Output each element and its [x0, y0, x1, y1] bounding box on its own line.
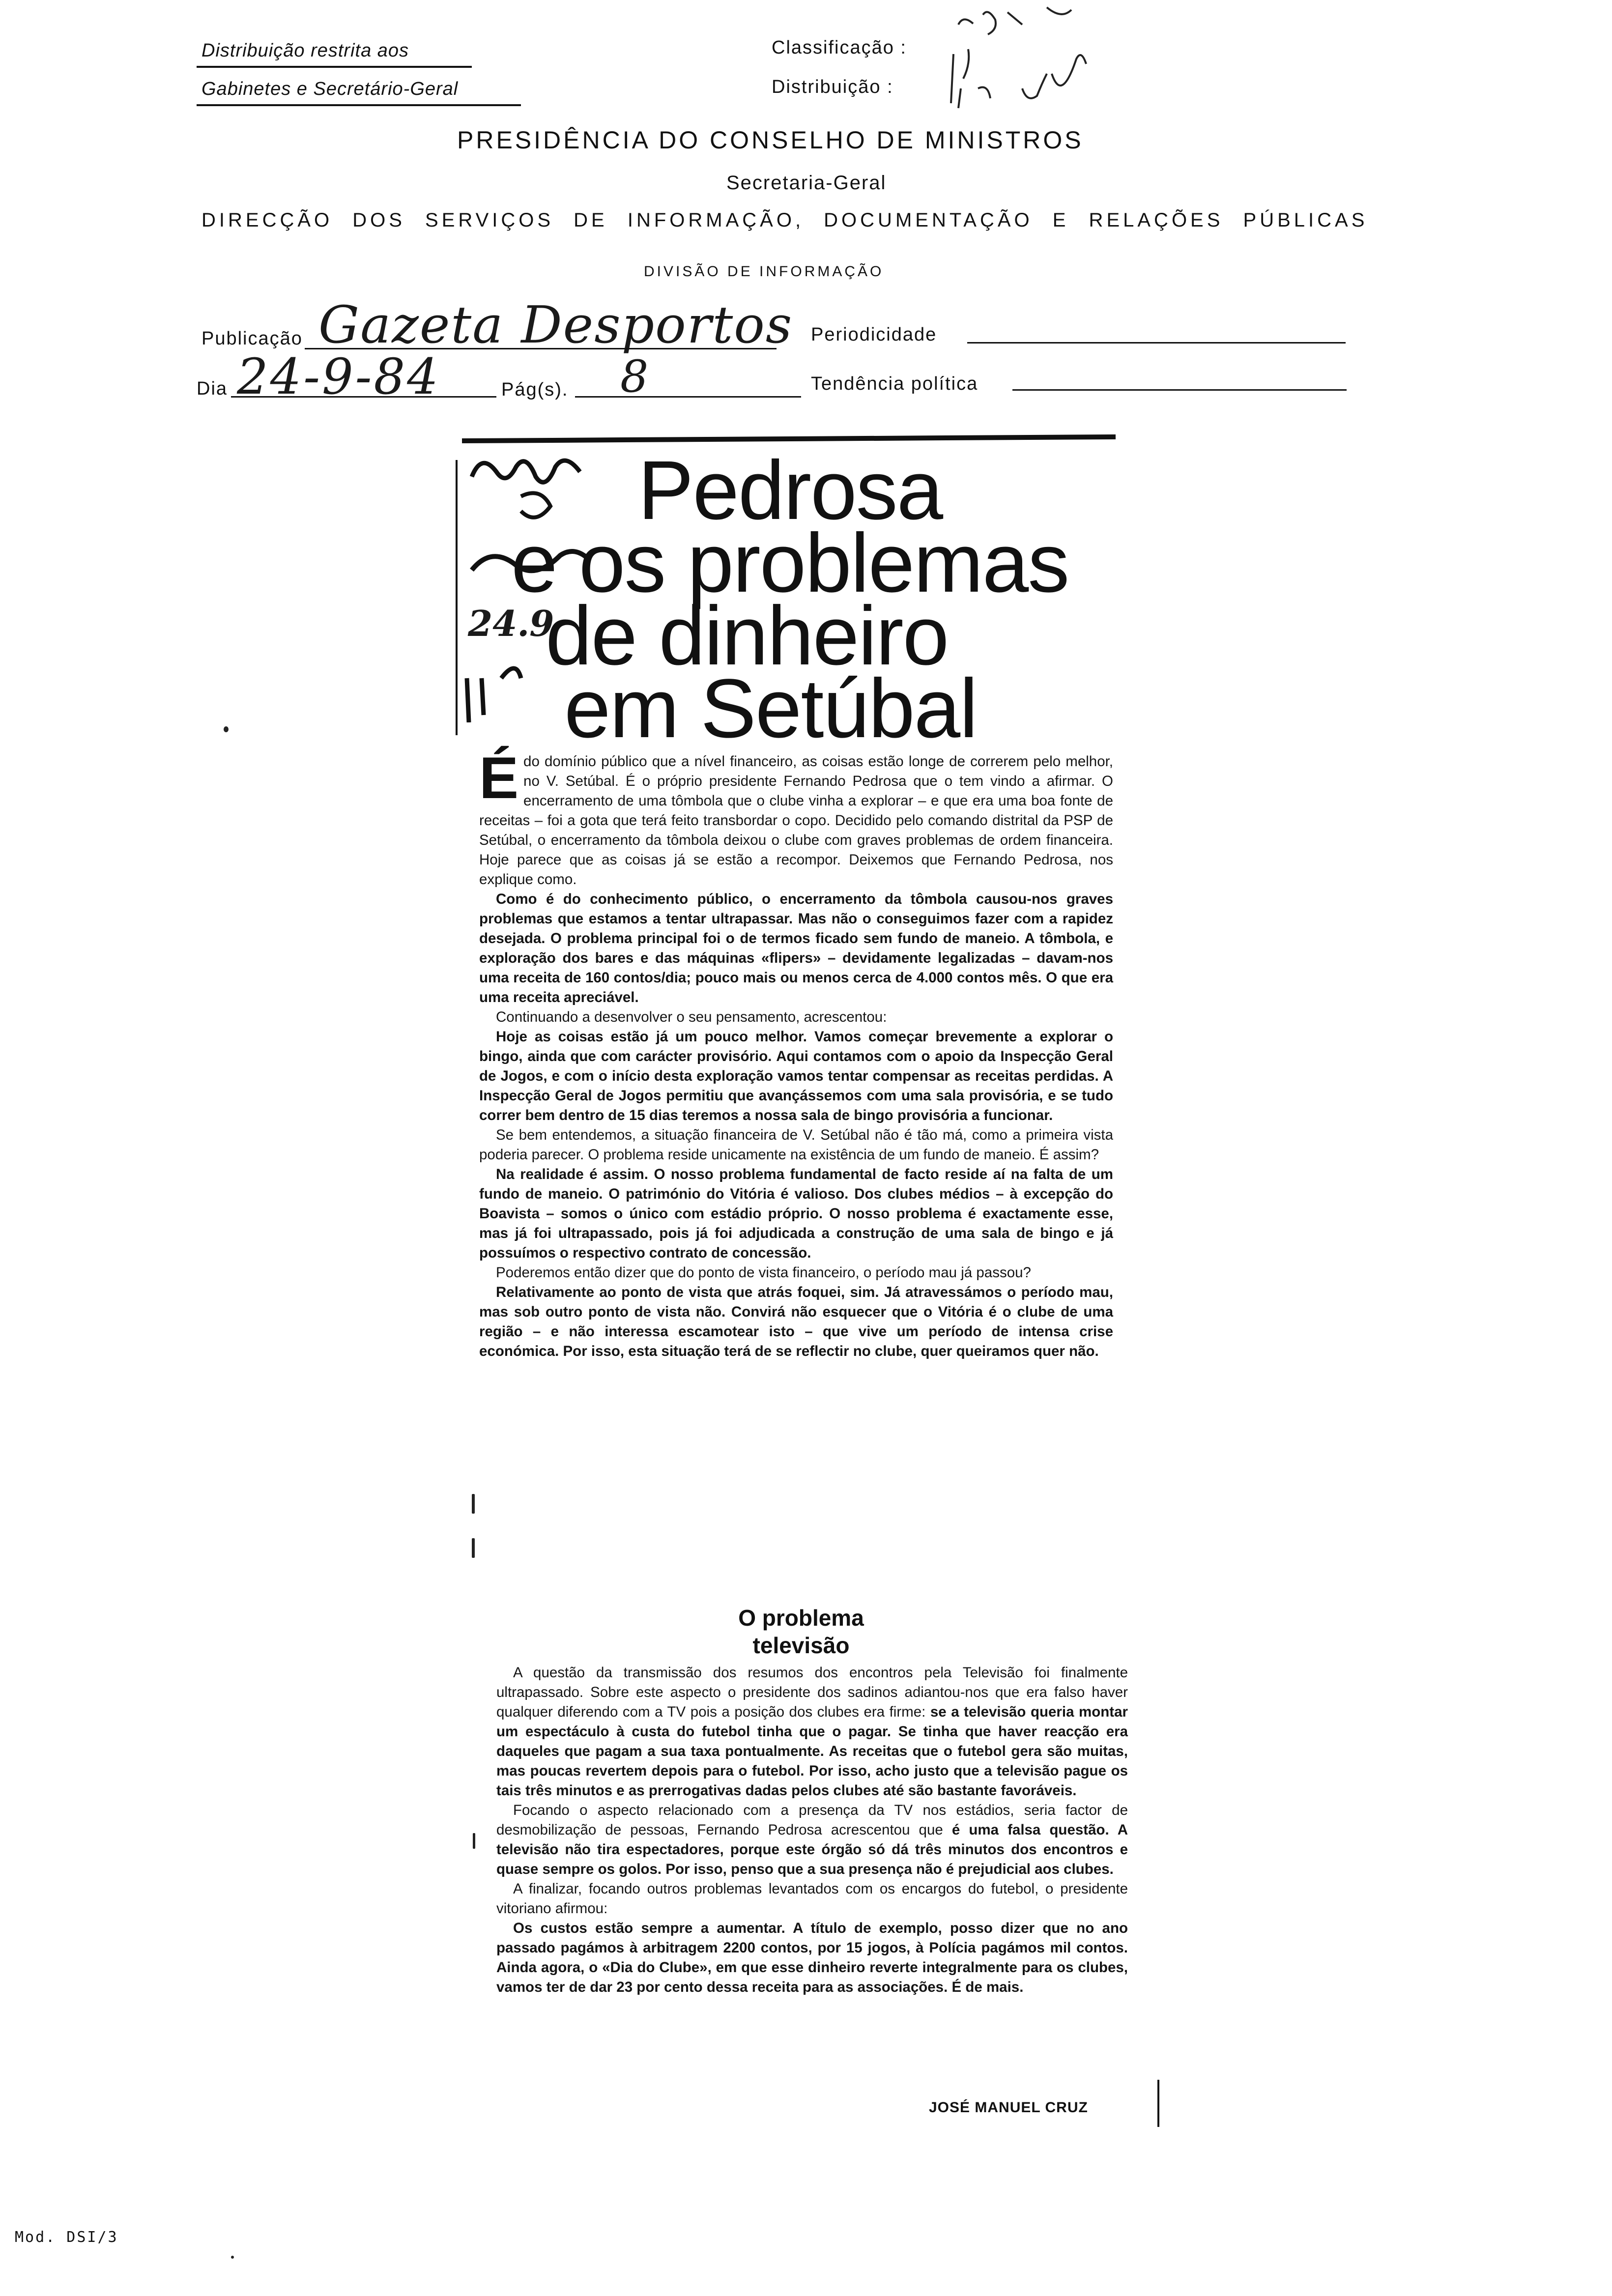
- speck: [472, 1538, 475, 1558]
- tendencia-line: [1012, 389, 1347, 391]
- paragraph-quote: se a televisão queria montar um espectáculo à custa do futebol tinha que o pagar. Se tinha que haver reacção era daqueles que pagam a sua taxa pontualmente. As receitas que o futebol gera são muitas, mas poucas revertem depois para o futebol. Por isso, acho justo que a televisão pague os tais três minutos e as prerrogativas dadas pelos clubes até são bastante favoráveis.: [496, 1704, 1128, 1799]
- publicacao-value: Gazeta Desportos: [318, 295, 793, 355]
- paragraph: Continuando a desenvolver o seu pensamento, acrescentou:: [496, 1009, 887, 1025]
- paragraph: do domínio público que a nível financeiro, as coisas estão longe de correrem pelo melhor, no V. Setúbal. É o próprio presidente Fernando Pedrosa que o tem vindo a afirmar. O encerramento de uma tômbola que o clube vinha a explorar – e que era uma boa fonte de receitas – foi a gota que terá feito transbordar o copo. Decidido pelo comando distrital da PSP de Setúbal, o encerramento da tômbola deixou o clube com graves problemas de ordem financeira. Hoje parece que as coisas já se estão a recompor. Deixemos que Fernando Pedrosa, nos explique como.: [479, 753, 1113, 888]
- paragraph: A finalizar, focando outros problemas levantados com os encargos do futebol, o presidente vitoriano afirmou:: [496, 1881, 1128, 1917]
- division-title: DIVISÃO DE INFORMAÇÃO: [644, 263, 884, 280]
- article-body: [479, 745, 1113, 1361]
- paragraph: Na realidade é assim. O nosso problema fundamental de facto reside aí na falta de um fundo de maneio. O património do Vitória é valioso. Dos clubes médios – à excepção do Boavista – somos o único com estádio próprio. O nosso problema é exactamente esse, mas já foi ultrapassado, pois já foi adjudicada a construção de uma sala de bingo e já possuímos o respectivo contrato de concessão.: [479, 1166, 1113, 1261]
- dia-line: [231, 396, 496, 398]
- headline-line-1: Pedrosa: [638, 444, 943, 537]
- dia-label: Dia: [197, 378, 228, 399]
- speck: [224, 726, 229, 732]
- form-code: Mod. DSI/3: [15, 2229, 118, 2246]
- classificacao-label: Classificação :: [772, 37, 907, 58]
- clipping-left-rule: [456, 460, 458, 735]
- page-subtitle: Secretaria-Geral: [726, 172, 887, 194]
- subhead: [491, 1603, 1111, 1660]
- paragraph: Poderemos então dizer que do ponto de vista financeiro, o período mau já passou?: [496, 1264, 1031, 1281]
- paragraph: Focando o aspecto relacionado com a presença da TV nos estádios, seria factor de desmobilização de pessoas, Fernando Pedrosa acrescentou que é uma falsa questão. A televisão não tira espectadores, porque este órgão só dá três minutos dos encontros e quase sempre os golos. Por isso, penso que a sua presença não é prejudicial aos clubes.: [496, 1802, 1128, 1877]
- restricted-line-1: Distribuição restrita aos: [202, 40, 409, 61]
- subhead-line-2: televisão: [752, 1633, 850, 1658]
- speck: [472, 1494, 475, 1514]
- speck: [473, 1833, 475, 1849]
- paragraph: Se bem entendemos, a situação financeira de V. Setúbal não é tão má, como a primeira vista poderia parecer. O problema reside unicamente na existência de um fundo de maneio. É assim?: [479, 1127, 1113, 1163]
- restricted-line-2: Gabinetes e Secretário-Geral: [202, 79, 459, 99]
- paragraph: Hoje as coisas estão já um pouco melhor. Vamos começar brevemente a explorar o bingo, ainda que com carácter provisório. Aqui contamos com o apoio da Inspecção Geral de Jogos, e com o início desta exploração vamos tentar compensar as receitas perdidas. A Inspecção Geral de Jogos permitiu que avançássemos com uma sala provisória, e se tudo correr bem dentro de 15 dias teremos a nossa sala de bingo provisória a funcionar.: [479, 1029, 1113, 1123]
- article-body-2: [496, 1663, 1128, 1997]
- byline: JOSÉ MANUEL CRUZ: [929, 2099, 1088, 2116]
- subhead-line-1: O problema: [738, 1605, 864, 1631]
- publicacao-label: Publicação: [202, 328, 303, 349]
- paragraph: Como é do conhecimento público, o encerramento da tômbola causou-nos graves problemas que estamos a tentar ultrapassar. Mas não o conseguimos fazer com a rapidez desejada. O problema principal foi o de termos ficado sem fundo de maneio. A tômbola, e exploração dos bares e das máquinas «flipers» – devidamente legalizadas – davam-nos uma receita de 160 contos/dia; pouco mais ou menos cerca de 4.000 contos mês. O que era uma receita apreciável.: [479, 891, 1113, 1005]
- headline-line-2: e os problemas: [511, 517, 1069, 610]
- paragraph: A questão da transmissão dos resumos dos encontros pela Televisão foi finalmente ultrapassado. Sobre este aspecto o presidente dos sadinos adiantou-nos que era falso haver qualquer diferendo com a TV pois a posição dos clubes era firme: se a televisão queria montar um espectáculo à custa do futebol tinha que o pagar. Se tinha que haver reacção era daqueles que pagam a sua taxa pontualmente. As receitas que o futebol gera são muitas, mas poucas revertem depois para o futebol. Por isso, acho justo que a televisão pague os tais três minutos e as prerrogativas dadas pelos clubes até são bastante favoráveis.: [496, 1665, 1128, 1799]
- speck: [231, 2256, 234, 2259]
- paragraph: Relativamente ao ponto de vista que atrás foquei, sim. Já atravessámos o período mau, mas sob outro ponto de vista não. Convirá não esquecer que o Vitória é o clube de uma região – e não interessa escamotear isto – que vive um período de intensa crise económica. Por isso, esta situação terá de se reflectir no clube, quer queiramos quer não.: [479, 1284, 1113, 1359]
- byline-rule: [1157, 2080, 1159, 2127]
- direction-title: DIRECÇÃO DOS SERVIÇOS DE INFORMAÇÃO, DOCUMENTAÇÃO E RELAÇÕES PÚBLICAS: [202, 209, 1368, 231]
- headline-line-4: em Setúbal: [564, 662, 977, 755]
- pags-line: [575, 396, 801, 398]
- headline-line-3: de dinheiro: [546, 589, 949, 683]
- handwritten-date-annotation: 24.9: [468, 603, 554, 644]
- clipping-top-rule: [462, 434, 1116, 443]
- pags-label: Pág(s).: [501, 379, 569, 400]
- tendencia-label: Tendência política: [811, 373, 979, 394]
- dia-value: 24-9-84: [237, 348, 440, 405]
- divider: [197, 104, 521, 106]
- periodicidade-line: [967, 342, 1346, 344]
- drop-cap: É: [479, 745, 519, 811]
- pags-value: 8: [620, 351, 649, 402]
- page-title: PRESIDÊNCIA DO CONSELHO DE MINISTROS: [457, 126, 1084, 154]
- paragraph-quote: é uma falsa questão. A televisão não tira espectadores, porque este órgão só dá três minutos dos encontros e quase sempre os golos. Por isso, penso que a sua presença não é prejudicial aos clubes.: [496, 1822, 1128, 1877]
- distribuicao-label: Distribuição :: [772, 77, 893, 97]
- paragraph: Os custos estão sempre a aumentar. A título de exemplo, posso dizer que no ano passado pagámos à arbitragem 2200 contos, por 15 jogos, à Polícia pagámos mil contos. Ainda agora, o «Dia do Clube», em que esse dinheiro reverte integralmente para os clubes, vamos ter de dar 23 por cento dessa receita para as associações. É de mais.: [496, 1920, 1128, 1995]
- periodicidade-label: Periodicidade: [811, 324, 937, 345]
- divider: [197, 66, 472, 68]
